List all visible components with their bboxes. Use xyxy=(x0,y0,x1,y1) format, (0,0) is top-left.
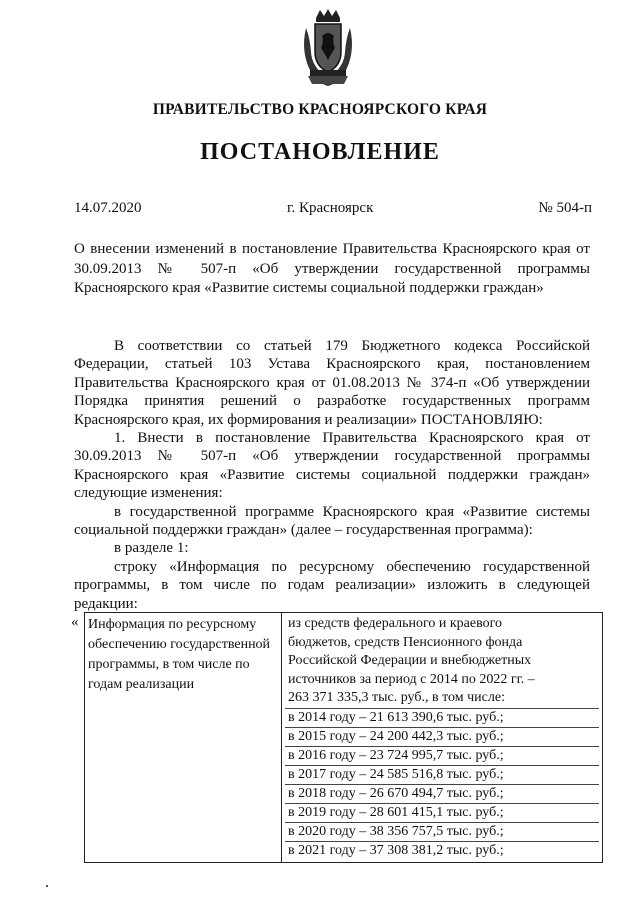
table-cell-label: Информация по ресурсному обеспечению государственной программы, в том числе по годам реализации xyxy=(85,613,282,863)
year-funding-line: в 2020 году – 38 356 757,5 тыс. руб.; xyxy=(285,822,599,841)
decree-number: № 504-п xyxy=(538,200,592,216)
table-row xyxy=(85,613,603,863)
funding-line: 263 371 335,3 тыс. руб., в том числе: xyxy=(288,690,505,705)
government-title: ПРАВИТЕЛЬСТВО КРАСНОЯРСКОГО КРАЯ xyxy=(152,101,488,118)
funding-line: Российской Федерации и внебюджетных xyxy=(288,653,532,668)
funding-line: источников за период с 2014 по 2022 гг. – xyxy=(288,671,535,687)
body-paragraph: в разделе 1: xyxy=(114,540,189,557)
funding-line: из средств федерального и краевого xyxy=(288,616,502,631)
body-paragraph: строку «Информация по ресурсному обеспечению государственной программы, в том числе по годам реализации» изложить в следующей редакции: xyxy=(74,558,590,612)
year-funding-line: в 2014 году – 21 613 390,6 тыс. руб.; xyxy=(285,708,599,727)
decree-date: 14.07.2020 xyxy=(74,200,142,216)
open-quote-mark: « xyxy=(71,614,79,630)
resource-info-table xyxy=(84,612,603,863)
body-paragraph: в государственной программе Красноярского края «Развитие системы социальной поддержки граждан» (далее – государственная программа): xyxy=(74,503,590,539)
year-funding-line: в 2018 году – 26 670 494,7 тыс. руб.; xyxy=(285,784,599,803)
year-funding-line: в 2015 году – 24 200 442,3 тыс. руб.; xyxy=(285,727,599,746)
year-funding-line: в 2021 году – 37 308 381,2 тыс. руб.; xyxy=(285,841,599,860)
year-funding-line: в 2017 году – 24 585 516,8 тыс. руб.; xyxy=(285,765,599,784)
decree-body xyxy=(74,337,590,613)
body-paragraph: В соответствии со статьей 179 Бюджетного кодекса Российской Федерации, статьей 103 Устава Красноярского края, постановлением Правительства Красноярского края от 01.08.2013 № 374-п «Об утверждении Порядка принятия решений о разработке государственных программ Красноярского края, их формирования и реализации» ПОСТАНОВЛЯЮ: xyxy=(74,338,590,428)
document-type-title: ПОСТАНОВЛЕНИЕ xyxy=(200,139,440,165)
year-funding-line: в 2016 году – 23 724 995,7 тыс. руб.; xyxy=(285,746,599,765)
year-funding-line: в 2019 году – 28 601 415,1 тыс. руб.; xyxy=(285,803,599,822)
decree-city: г. Красноярск xyxy=(287,200,374,216)
body-paragraph: 1. Внести в постановление Правительства Красноярского края от 30.09.2013 № 507-п «Об утверждении государственной программы Красноярского края «Развитие системы социальной поддержки граждан» следующие изменения: xyxy=(74,430,590,502)
decree-subject: О внесении изменений в постановление Правительства Красноярского края от 30.09.2013 № 507-п «Об утверждении государственной программы Красноярского края «Развитие системы социальной поддержки граждан» xyxy=(74,241,590,297)
scan-speck xyxy=(46,885,48,887)
funding-line: бюджетов, средств Пенсионного фонда xyxy=(288,634,523,650)
coat-of-arms-icon xyxy=(298,8,358,90)
table-cell-value xyxy=(282,613,603,863)
